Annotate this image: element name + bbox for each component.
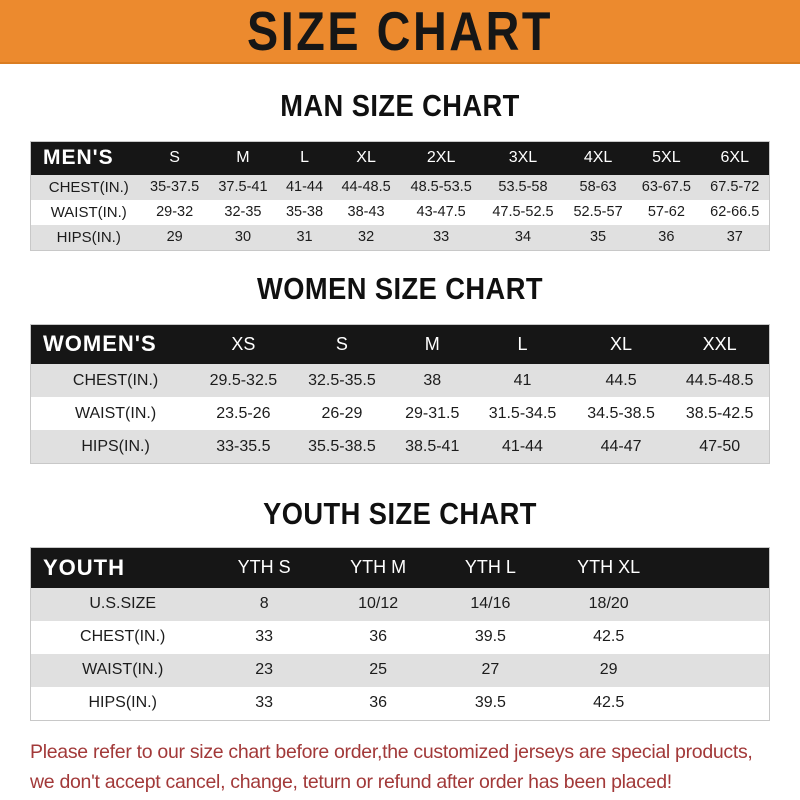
column-header: 5XL bbox=[652, 149, 681, 167]
row-label: CHEST(IN.) bbox=[72, 371, 159, 389]
size-value: 43-47.5 bbox=[416, 204, 466, 220]
column-header: M bbox=[236, 149, 250, 167]
table-row bbox=[31, 225, 770, 251]
size-value: 42.5 bbox=[593, 694, 625, 711]
filler-cell bbox=[673, 548, 770, 588]
table-header-row bbox=[31, 548, 770, 588]
size-value: 26-29 bbox=[321, 404, 363, 422]
size-value: 29 bbox=[599, 661, 618, 678]
size-value: 25 bbox=[369, 661, 388, 678]
size-value: 44-48.5 bbox=[341, 179, 391, 195]
column-header: S bbox=[169, 149, 180, 167]
note-line-1: Please refer to our size chart before order,the customized jerseys are special products, bbox=[30, 740, 753, 763]
column-header: YTH M bbox=[350, 557, 407, 578]
size-value: 8 bbox=[259, 595, 269, 612]
size-value: 31.5-34.5 bbox=[488, 404, 557, 422]
table-row bbox=[31, 621, 770, 654]
table-row bbox=[31, 200, 770, 225]
size-value: 57-62 bbox=[647, 204, 685, 220]
footer-note bbox=[30, 737, 800, 797]
size-value: 48.5-53.5 bbox=[410, 179, 472, 195]
table-corner-label: MEN'S bbox=[43, 146, 114, 170]
size-value: 29-32 bbox=[156, 204, 194, 220]
column-header: YTH XL bbox=[577, 557, 641, 578]
table-row bbox=[31, 654, 770, 687]
size-value: 41 bbox=[513, 371, 532, 389]
size-value: 38.5-41 bbox=[405, 437, 460, 455]
size-value: 14/16 bbox=[470, 595, 511, 612]
filler-cell bbox=[673, 687, 770, 721]
size-value: 33 bbox=[433, 229, 450, 245]
row-label: CHEST(IN.) bbox=[48, 178, 129, 196]
size-value: 30 bbox=[234, 229, 252, 245]
column-header: L bbox=[300, 149, 309, 167]
banner bbox=[0, 0, 800, 64]
men-section-title: MAN SIZE CHART bbox=[280, 88, 520, 123]
size-value: 38-43 bbox=[347, 204, 385, 220]
size-value: 32-35 bbox=[224, 204, 262, 220]
youth-section-title: YOUTH SIZE CHART bbox=[263, 496, 537, 531]
size-value: 36 bbox=[369, 694, 388, 711]
column-header: 3XL bbox=[508, 149, 538, 167]
size-value: 47-50 bbox=[699, 437, 741, 455]
youth-size-table bbox=[30, 547, 770, 721]
size-value: 35-38 bbox=[285, 204, 324, 220]
row-label: WAIST(IN.) bbox=[50, 203, 127, 221]
size-value: 23.5-26 bbox=[216, 404, 271, 422]
size-value: 35-37.5 bbox=[150, 179, 200, 195]
size-value: 31 bbox=[296, 229, 313, 245]
size-value: 44.5-48.5 bbox=[685, 371, 754, 389]
women-size-table bbox=[30, 324, 770, 465]
column-header: 6XL bbox=[720, 149, 749, 167]
size-value: 35.5-38.5 bbox=[308, 437, 376, 455]
row-label: CHEST(IN.) bbox=[80, 628, 166, 645]
filler-cell bbox=[673, 654, 770, 687]
size-value: 37.5-41 bbox=[218, 179, 268, 195]
size-value: 33-35.5 bbox=[216, 437, 271, 455]
size-value: 32 bbox=[358, 229, 375, 245]
size-value: 27 bbox=[481, 661, 500, 678]
size-value: 39.5 bbox=[474, 694, 506, 711]
size-value: 62-66.5 bbox=[710, 204, 760, 220]
size-value: 41-44 bbox=[285, 179, 324, 195]
women-section-title: WOMEN SIZE CHART bbox=[257, 270, 543, 306]
column-header: L bbox=[517, 333, 528, 354]
size-value: 52.5-57 bbox=[573, 204, 623, 220]
column-header: XS bbox=[231, 333, 256, 354]
size-value: 38.5-42.5 bbox=[685, 404, 754, 422]
size-value: 34.5-38.5 bbox=[587, 404, 655, 422]
column-header: S bbox=[335, 333, 348, 354]
row-label: HIPS(IN.) bbox=[56, 228, 121, 246]
table-row bbox=[31, 175, 770, 200]
column-header: 2XL bbox=[426, 149, 456, 167]
size-value: 23 bbox=[255, 661, 274, 678]
size-value: 39.5 bbox=[474, 628, 506, 645]
table-corner-label: WOMEN'S bbox=[43, 331, 157, 357]
size-value: 10/12 bbox=[358, 595, 399, 612]
filler-cell bbox=[673, 621, 770, 654]
size-value: 29-31.5 bbox=[405, 404, 460, 422]
table-header-row bbox=[31, 142, 770, 175]
men-section bbox=[0, 88, 800, 251]
size-value: 58-63 bbox=[579, 179, 617, 195]
size-value: 34 bbox=[514, 229, 532, 245]
size-value: 35 bbox=[589, 229, 607, 245]
column-header: XL bbox=[610, 333, 633, 354]
size-value: 44.5 bbox=[605, 371, 637, 389]
size-value: 36 bbox=[658, 229, 675, 245]
size-value: 32.5-35.5 bbox=[308, 371, 376, 389]
table-row bbox=[31, 397, 770, 430]
size-value: 18/20 bbox=[588, 595, 629, 612]
youth-section bbox=[0, 496, 800, 721]
size-value: 37 bbox=[726, 229, 743, 245]
size-value: 42.5 bbox=[593, 628, 625, 645]
size-value: 33 bbox=[255, 694, 274, 711]
note-line-2: we don't accept cancel, change, teturn or refund after order has been placed! bbox=[30, 770, 672, 793]
row-label: WAIST(IN.) bbox=[82, 661, 164, 678]
table-row bbox=[31, 687, 770, 721]
size-value: 29 bbox=[166, 229, 183, 245]
column-header: YTH S bbox=[237, 557, 291, 578]
table-header-row bbox=[31, 324, 770, 364]
table-row bbox=[31, 364, 770, 397]
column-header: XL bbox=[356, 149, 376, 167]
row-label: WAIST(IN.) bbox=[74, 404, 157, 422]
column-header: 4XL bbox=[583, 149, 613, 167]
row-label: HIPS(IN.) bbox=[81, 437, 150, 455]
men-size-table bbox=[30, 141, 770, 251]
column-header: XXL bbox=[702, 333, 737, 354]
row-label: HIPS(IN.) bbox=[88, 694, 157, 711]
size-value: 44-47 bbox=[600, 437, 642, 455]
size-value: 33 bbox=[255, 628, 274, 645]
size-value: 41-44 bbox=[502, 437, 543, 455]
women-section bbox=[0, 271, 800, 465]
table-row bbox=[31, 430, 770, 464]
size-value: 36 bbox=[369, 628, 388, 645]
column-header: M bbox=[424, 333, 440, 354]
table-row bbox=[31, 588, 770, 621]
banner-title: SIZE CHART bbox=[247, 0, 553, 62]
row-label: U.S.SIZE bbox=[89, 595, 157, 612]
size-value: 47.5-52.5 bbox=[492, 204, 554, 220]
size-value: 38 bbox=[423, 371, 442, 389]
size-value: 63-67.5 bbox=[641, 179, 691, 195]
size-value: 29.5-32.5 bbox=[209, 371, 278, 389]
column-header: YTH L bbox=[464, 557, 516, 578]
size-value: 67.5-72 bbox=[710, 179, 760, 195]
table-corner-label: YOUTH bbox=[43, 554, 125, 580]
size-value: 53.5-58 bbox=[498, 179, 548, 195]
filler-cell bbox=[673, 588, 770, 621]
